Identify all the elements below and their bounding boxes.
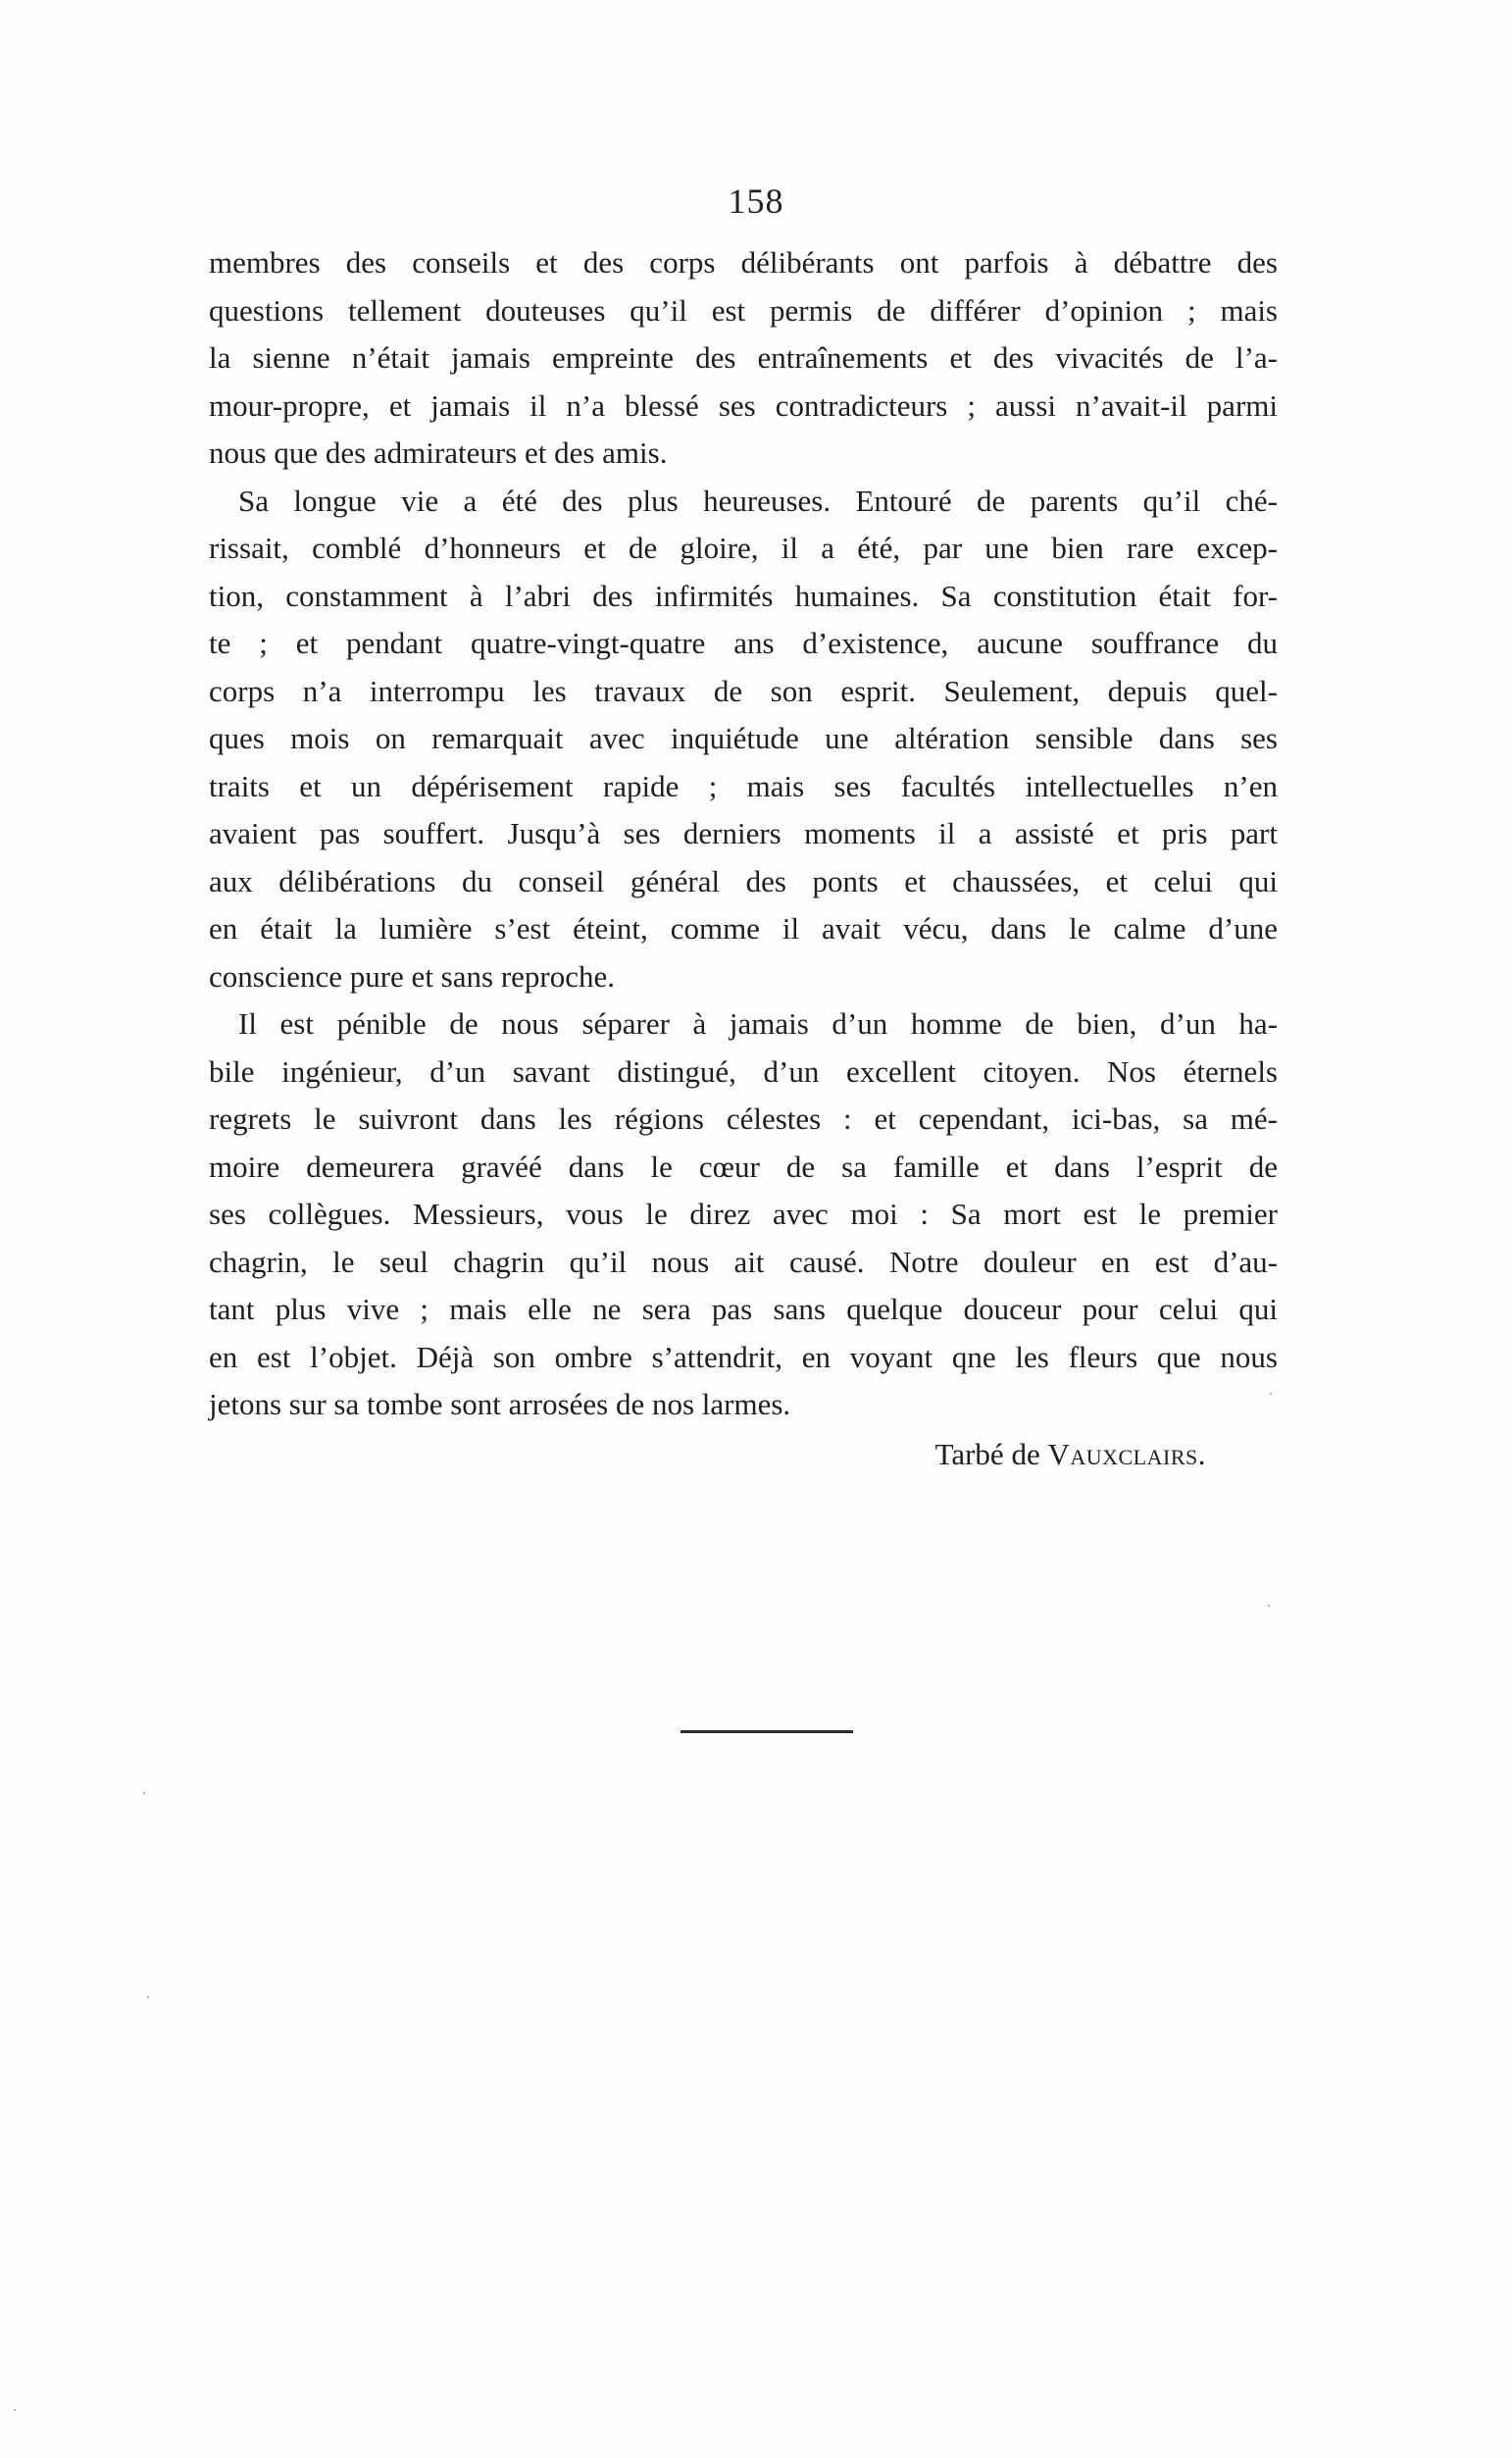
text-line: membres des conseils et des corps délibérants ont parfois à débattre des — [209, 245, 1278, 280]
text-line: nous que des admirateurs et des amis. — [209, 435, 668, 470]
signature-surname: Vauxclairs. — [1047, 1437, 1206, 1471]
closing-rule — [680, 1730, 853, 1733]
text-line: chagrin, le seul chagrin qu’il nous ait causé. Notre douleur en est d’au- — [209, 1244, 1278, 1279]
text-line: rissait, comblé d’honneurs et de gloire, il a été, par une bien rare excep- — [209, 531, 1278, 565]
scan-speck — [14, 2409, 16, 2411]
page-number: 158 — [728, 181, 784, 221]
scan-speck — [147, 1996, 149, 1998]
text-line: la sienne n’était jamais empreinte des entraînements et des vivacités de l’a- — [209, 340, 1278, 375]
text-line: Sa longue vie a été des plus heureuses. Entouré de parents qu’il ché- — [238, 483, 1278, 518]
signature-given-name: Tarbé de — [934, 1437, 1040, 1471]
text-line: te ; et pendant quatre-vingt-quatre ans d’existence, aucune souffrance du — [209, 626, 1278, 660]
text-line: Il est pénible de nous séparer à jamais d’un homme de bien, d’un ha- — [238, 1006, 1278, 1041]
text-line: conscience pure et sans reproche. — [209, 958, 615, 994]
paragraph-3 — [209, 1000, 1278, 1429]
scan-speck — [1270, 1393, 1272, 1395]
text-line: corps n’a interrompu les travaux de son esprit. Seulement, depuis quel- — [209, 673, 1278, 708]
text-line: moire demeurera gravéé dans le cœur de sa famille et dans l’esprit de — [209, 1149, 1278, 1184]
scan-speck — [143, 1792, 145, 1794]
signature — [935, 1437, 1206, 1472]
paragraph-1 — [209, 239, 1278, 478]
scan-speck — [1268, 1605, 1270, 1607]
text-line: bile ingénieur, d’un savant distingué, d’un excellent citoyen. Nos éternels — [209, 1053, 1278, 1089]
text-line: en était la lumière s’est éteint, comme il avait vécu, dans le calme d’une — [209, 911, 1278, 946]
text-line: en est l’objet. Déjà son ombre s’attendrit, en voyant qne les fleurs que nous — [209, 1339, 1278, 1374]
text-line: tant plus vive ; mais elle ne sera pas sans quelque douceur pour celui qui — [209, 1292, 1278, 1326]
text-line: tion, constamment à l’abri des infirmités humaines. Sa constitution était for- — [209, 578, 1278, 613]
text-line: avaient pas souffert. Jusqu’à ses derniers moments il a assisté et pris part — [209, 816, 1278, 850]
text-line: jetons sur sa tombe sont arrosées de nos larmes. — [209, 1387, 791, 1421]
paragraph-2 — [209, 478, 1278, 1001]
text-line: ques mois on remarquait avec inquiétude une altération sensible dans ses — [209, 721, 1278, 755]
text-line: ses collègues. Messieurs, vous le direz avec moi : Sa mort est le premier — [209, 1197, 1278, 1231]
text-line: regrets le suivront dans les régions célestes : et cependant, ici-bas, sa mé- — [209, 1101, 1278, 1136]
body-text — [209, 239, 1278, 1429]
text-line: aux délibérations du conseil général des ponts et chaussées, et celui qui — [209, 863, 1278, 898]
text-line: traits et un dépérisement rapide ; mais ses facultés intellectuelles n’en — [209, 768, 1278, 803]
text-line: mour-propre, et jamais il n’a blessé ses contradicteurs ; aussi n’avait-il parmi — [209, 387, 1278, 423]
text-line: questions tellement douteuses qu’il est permis de différer d’opinion ; mais — [209, 292, 1278, 328]
